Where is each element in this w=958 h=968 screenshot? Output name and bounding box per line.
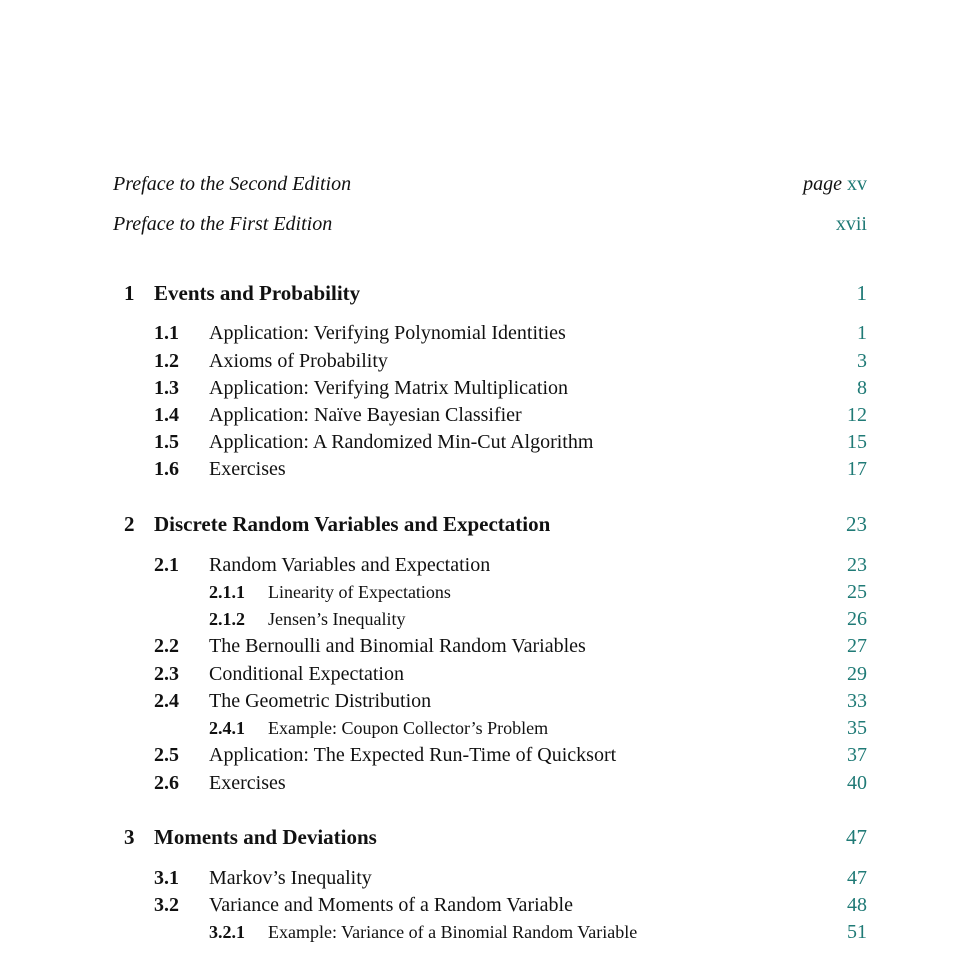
chapter-entry[interactable]	[0, 511, 958, 537]
section-title: Application: Naïve Bayesian Classifier	[209, 404, 522, 426]
page-number: 37	[847, 744, 867, 766]
preface-title: Preface to the Second Edition	[113, 173, 352, 195]
page-number: 47	[847, 867, 867, 889]
preface-entry[interactable]	[0, 171, 958, 197]
section-number: 1.4	[154, 404, 179, 426]
page-number: 1	[856, 281, 867, 305]
section-entry[interactable]	[0, 892, 958, 918]
section-entry[interactable]	[0, 742, 958, 768]
preface-entry[interactable]	[0, 211, 958, 237]
page-number: 23	[847, 554, 867, 576]
section-title: Markov’s Inequality	[209, 867, 372, 889]
section-number: 2.4	[154, 690, 179, 712]
page-number: 25	[847, 581, 867, 603]
section-title: Axioms of Probability	[209, 350, 388, 372]
section-title: Conditional Expectation	[209, 663, 404, 685]
section-number: 2.5	[154, 744, 179, 766]
page-number: page xv	[803, 173, 867, 195]
page-number: 35	[847, 717, 867, 739]
chapter-number: 1	[124, 281, 135, 305]
section-number: 2.2	[154, 635, 179, 657]
section-number: 3.1	[154, 867, 179, 889]
section-entry[interactable]	[0, 770, 958, 796]
section-entry[interactable]	[0, 375, 958, 401]
page-prefix: page	[803, 173, 842, 195]
subsection-number: 2.4.1	[209, 718, 245, 738]
page-number: 17	[847, 458, 867, 480]
section-number: 1.1	[154, 322, 179, 344]
section-number: 1.3	[154, 377, 179, 399]
section-title: Exercises	[209, 772, 286, 794]
section-number: 1.5	[154, 431, 179, 453]
page-number: 27	[847, 635, 867, 657]
subsection-number: 2.1.1	[209, 582, 245, 602]
page-number: 8	[857, 377, 867, 399]
chapter-title: Events and Probability	[154, 281, 361, 305]
subsection-entry[interactable]	[0, 715, 958, 741]
section-number: 2.1	[154, 554, 179, 576]
section-entry[interactable]	[0, 688, 958, 714]
page-number: 12	[847, 404, 867, 426]
chapter-number: 3	[124, 825, 135, 849]
section-entry[interactable]	[0, 552, 958, 578]
subsection-title: Example: Coupon Collector’s Problem	[268, 718, 549, 738]
section-number: 3.2	[154, 894, 179, 916]
section-entry[interactable]	[0, 661, 958, 687]
chapter-title: Moments and Deviations	[154, 825, 377, 849]
page-number: 40	[847, 772, 867, 794]
section-title: Random Variables and Expectation	[209, 554, 491, 576]
page-number: 47	[846, 825, 867, 849]
section-number: 2.3	[154, 663, 179, 685]
page-number: 51	[847, 921, 867, 943]
chapter-entry[interactable]	[0, 824, 958, 850]
page-number: 23	[846, 512, 867, 536]
subsection-title: Linearity of Expectations	[268, 582, 451, 602]
subsection-entry[interactable]	[0, 919, 958, 945]
subsection-title: Jensen’s Inequality	[268, 609, 406, 629]
section-title: Application: Verifying Polynomial Identities	[209, 322, 566, 344]
page-number: 26	[847, 608, 867, 630]
section-title: The Geometric Distribution	[209, 690, 432, 712]
preface-title: Preface to the First Edition	[113, 213, 333, 235]
section-title: Exercises	[209, 458, 286, 480]
section-entry[interactable]	[0, 633, 958, 659]
page-number: 1	[857, 322, 867, 344]
section-title: The Bernoulli and Binomial Random Variables	[209, 635, 586, 657]
section-number: 1.6	[154, 458, 179, 480]
section-entry[interactable]	[0, 429, 958, 455]
chapter-number: 2	[124, 512, 135, 536]
subsection-entry[interactable]	[0, 606, 958, 632]
page-number: 33	[847, 690, 867, 712]
section-entry[interactable]	[0, 402, 958, 428]
chapter-title: Discrete Random Variables and Expectation	[154, 512, 551, 536]
section-entry[interactable]	[0, 348, 958, 374]
section-title: Variance and Moments of a Random Variable	[209, 894, 573, 916]
page-number: 29	[847, 663, 867, 685]
page-number: 15	[847, 431, 867, 453]
section-entry[interactable]	[0, 456, 958, 482]
subsection-entry[interactable]	[0, 579, 958, 605]
section-title: Application: The Expected Run-Time of Quicksort	[209, 744, 617, 766]
page-number: 48	[847, 894, 867, 916]
section-entry[interactable]	[0, 320, 958, 346]
subsection-title: Example: Variance of a Binomial Random Variable	[268, 922, 638, 942]
page-number: xvii	[835, 213, 867, 235]
chapter-entry[interactable]	[0, 280, 958, 306]
subsection-number: 3.2.1	[209, 922, 245, 942]
section-title: Application: Verifying Matrix Multiplication	[209, 377, 569, 399]
subsection-number: 2.1.2	[209, 609, 245, 629]
page-number: 3	[857, 350, 867, 372]
section-title: Application: A Randomized Min-Cut Algorithm	[209, 431, 594, 453]
section-number: 1.2	[154, 350, 179, 372]
section-number: 2.6	[154, 772, 179, 794]
section-entry[interactable]	[0, 865, 958, 891]
